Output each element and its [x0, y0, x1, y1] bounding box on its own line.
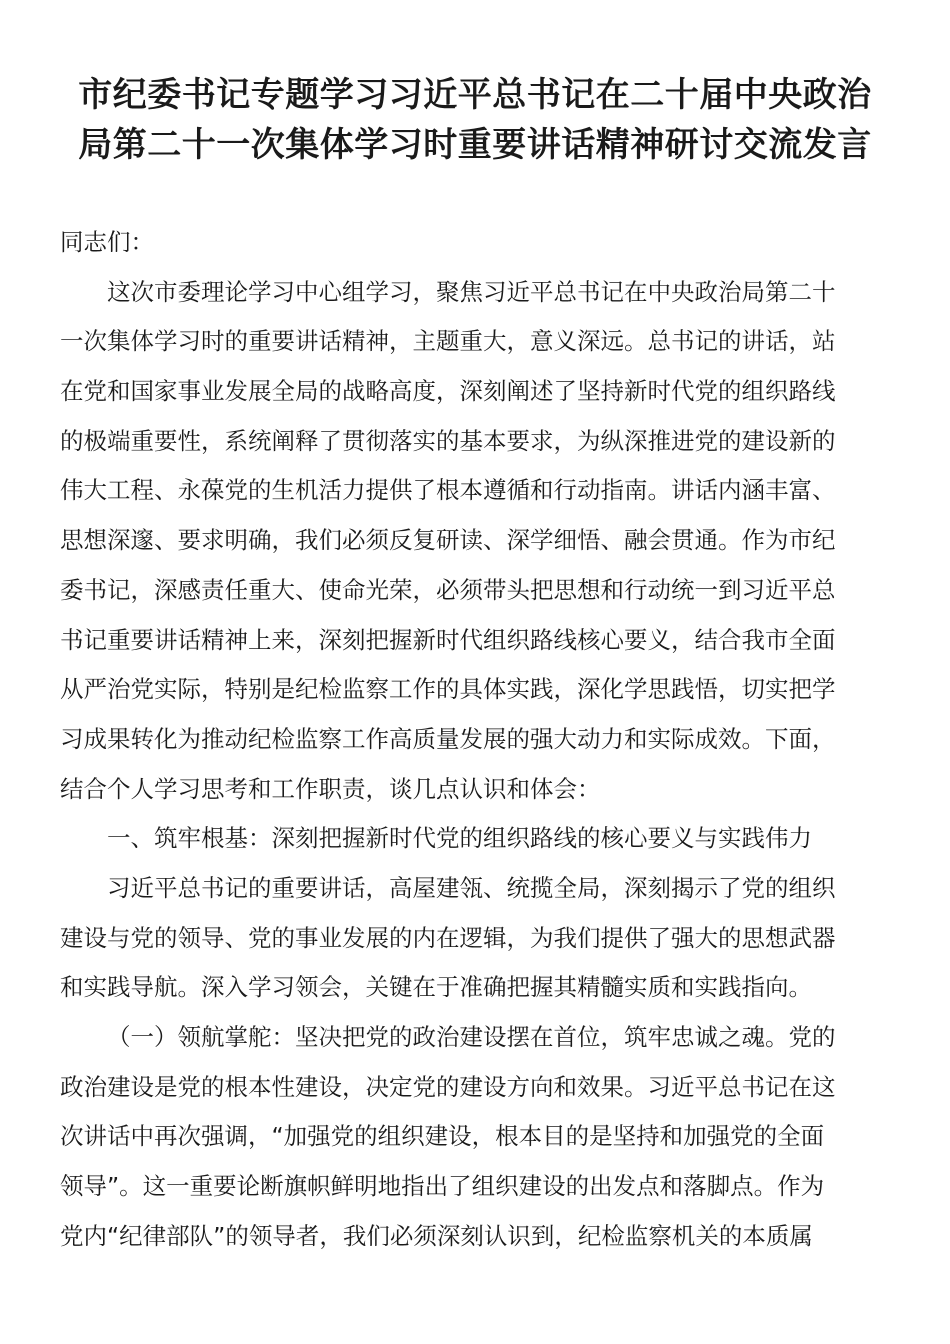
paragraph-line: 政治建设是党的根本性建设，决定党的建设方向和效果。习近平总书记在这	[60, 1072, 836, 1101]
paragraph-line: 领导”。这一重要论断旗帜鲜明地指出了组织建设的出发点和落脚点。作为	[60, 1172, 825, 1201]
paragraph-line: 在党和国家事业发展全局的战略高度，深刻阐述了坚持新时代党的组织路线	[60, 377, 836, 406]
paragraph-line: 从严治党实际，特别是纪检监察工作的具体实践，深化学思践悟，切实把学	[60, 675, 836, 704]
paragraph-line: 伟大工程、永葆党的生机活力提供了根本遵循和行动指南。讲话内涵丰富、	[60, 476, 836, 505]
paragraph-line: 一次集体学习时的重要讲话精神，主题重大，意义深远。总书记的讲话，站	[60, 327, 836, 356]
salutation: 同志们：	[60, 228, 154, 256]
paragraph-line: 次讲话中再次强调，“加强党的组织建设，根本目的是坚持和加强党的全面	[60, 1122, 825, 1151]
section-heading: 一、筑牢根基：深刻把握新时代党的组织路线的核心要义与实践伟力	[107, 824, 812, 853]
title-line-2: 局第二十一次集体学习时重要讲话精神研讨交流发言	[78, 125, 872, 165]
subsection-line: （一）领航掌舵：坚决把党的政治建设摆在首位，筑牢忠诚之魂。党的	[107, 1023, 836, 1051]
document-body	[60, 218, 890, 1261]
paragraph-line: 习近平总书记的重要讲话，高屋建瓴、统揽全局，深刻揭示了党的组织	[107, 873, 836, 902]
paragraph-line: 的极端重要性，系统阐释了贯彻落实的基本要求，为纵深推进党的建设新的	[60, 426, 836, 455]
paragraph-line: 党内“纪律部队”的领导者，我们必须深刻认识到，纪检监察机关的本质属	[60, 1221, 813, 1250]
paragraph-line: 这次市委理论学习中心组学习，聚焦习近平总书记在中央政治局第二十	[107, 277, 836, 306]
paragraph-line: 建设与党的领导、党的事业发展的内在逻辑，为我们提供了强大的思想武器	[60, 923, 836, 952]
title-line-1: 市纪委书记专题学习习近平总书记在二十届中央政治	[78, 75, 872, 115]
paragraph-line: 习成果转化为推动纪检监察工作高质量发展的强大动力和实际成效。下面，	[60, 724, 836, 753]
document-title	[40, 70, 910, 170]
paragraph-line: 委书记，深感责任重大、使命光荣，必须带头把思想和行动统一到习近平总	[60, 575, 836, 604]
paragraph-line: 思想深邃、要求明确，我们必须反复研读、深学细悟、融会贯通。作为市纪	[60, 526, 836, 555]
paragraph-line: 书记重要讲话精神上来，深刻把握新时代组织路线核心要义，结合我市全面	[60, 625, 836, 654]
paragraph-line: 和实践导航。深入学习领会，关键在于准确把握其精髓实质和实践指向。	[60, 973, 812, 1002]
paragraph-line: 结合个人学习思考和工作职责，谈几点认识和体会：	[60, 774, 601, 803]
